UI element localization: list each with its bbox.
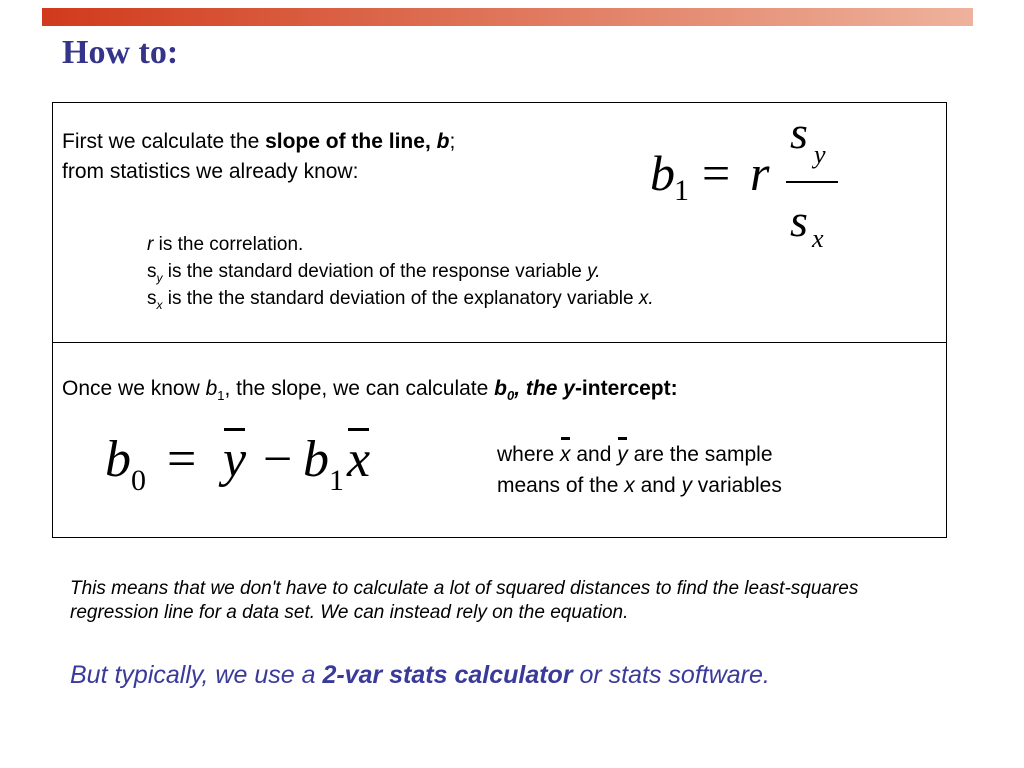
y-bar: y bbox=[223, 431, 247, 488]
closing-remark: But typically, we use a 2-var stats calculator or stats software. bbox=[70, 661, 770, 689]
intercept-formula: b 0 = y − b 1 x bbox=[105, 431, 371, 497]
slide-title: How to: bbox=[62, 34, 179, 71]
slope-intro: First we calculate the slope of the line, b; bbox=[62, 130, 456, 153]
definition-sy: $s_y$ is the standard deviation of the response variable y. bbox=[147, 261, 601, 285]
explanation-note: This means that we don't have to calculate a lot of squared distances to find the least-squares regression line for a data set. We can instead rely on the equation. bbox=[70, 578, 859, 623]
x-bar: x bbox=[347, 431, 371, 488]
fraction-bar bbox=[786, 181, 838, 183]
y-bar-inline: y bbox=[617, 439, 628, 470]
intercept-intro: Once we know $b_1$, the slope, we can calculate $b_0$, the y-intercept: bbox=[62, 377, 678, 404]
sample-means-note: where x and y are the sample means of the x and y variables bbox=[497, 439, 782, 501]
definition-sx: $s_x$ is the the standard deviation of the explanatory variable x. bbox=[147, 288, 654, 312]
slope-intro-line2: from statistics we already know: bbox=[62, 160, 359, 183]
x-bar-inline: x bbox=[560, 439, 571, 470]
header-accent-bar bbox=[42, 8, 973, 26]
slope-formula: b 1 = r s y s x bbox=[650, 110, 860, 260]
definition-r: r is the correlation. bbox=[147, 234, 304, 255]
